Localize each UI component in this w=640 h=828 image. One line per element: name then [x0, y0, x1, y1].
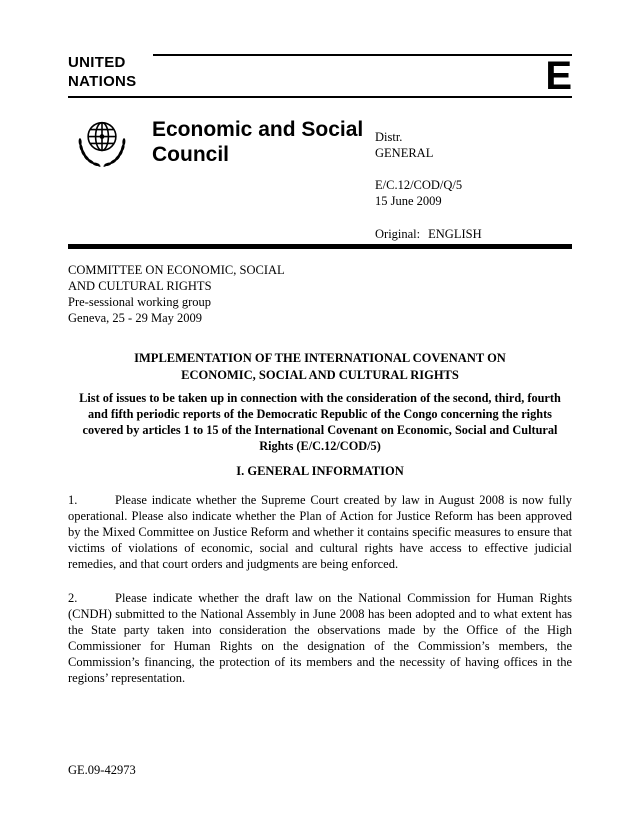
masthead-right: [153, 54, 573, 98]
committee-line: AND CULTURAL RIGHTS: [68, 279, 212, 293]
document-subtitle: List of issues to be taken up in connection with the consideration of the second, third, fourth and fifth periodic reports of the Democratic Republic of the Congo concerning the rights covered by articles 1 to 15 of the International Covenant on Economic, Social and Cultural Rights (E/C.12/COD/5): [79, 391, 561, 453]
original-block: [375, 227, 482, 243]
un-emblem-icon: [70, 112, 134, 176]
document-reference-number: GE.09-42973: [68, 763, 136, 777]
original-value: ENGLISH: [428, 226, 482, 241]
doc-date: 15 June 2009: [375, 193, 442, 208]
original-label: Original:: [375, 226, 421, 241]
doc-info: [375, 130, 482, 259]
org-name-line2: NATIONS: [68, 72, 137, 90]
document-title: [68, 350, 572, 384]
paragraph-text: Please indicate whether the Supreme Court created by law in August 2008 is now fully operational. Please also indicate whether the Plan of Action for Justice Reform has been approved by the Mixed Committee on Justice Reform and whether it contains specific measures to ensure that victims of violations of economic, social and cultural rights have access to effective judicial remedies, and that court orders and judgments are being enforced.: [68, 493, 572, 571]
doc-series-letter: E: [545, 54, 572, 98]
org-name-line1: UNITED: [68, 54, 126, 71]
document-title-text: IMPLEMENTATION OF THE INTERNATIONAL COVENANT ON ECONOMIC, SOCIAL AND CULTURAL RIGHTS: [134, 351, 506, 382]
paragraph-number: 1.: [68, 493, 78, 507]
symbol-block: [375, 178, 482, 209]
committee-block: [68, 262, 285, 326]
council-row: [68, 110, 572, 240]
committee-line: Geneva, 25 - 29 May 2009: [68, 311, 202, 325]
paragraph-2: [68, 590, 572, 686]
un-org-name: [68, 54, 137, 95]
masthead: [68, 54, 572, 98]
header-divider: [68, 244, 572, 249]
masthead-rule: [68, 96, 572, 98]
council-name: Economic and Social Council: [152, 118, 364, 166]
committee-line: COMMITTEE ON ECONOMIC, SOCIAL: [68, 263, 285, 277]
paragraph-1: [68, 492, 572, 572]
distr-value: GENERAL: [375, 145, 434, 160]
distr-label: Distr.: [375, 130, 403, 144]
section-heading: I. GENERAL INFORMATION: [236, 464, 404, 478]
committee-line: Pre-sessional working group: [68, 295, 212, 309]
body-paragraphs: [68, 492, 572, 704]
doc-symbol: E/C.12/COD/Q/5: [375, 178, 463, 193]
distr-block: [375, 130, 482, 161]
paragraph-text: Please indicate whether the draft law on the National Commission for Human Rights (CNDH) submitted to the National Assembly in June 2008 has been adopted and to what extent has the State party taken into consideration the observations made by the Office of the High Commissioner for Human Rights on the designation of the Commission’s members, the Commission’s financing, the protection of its members and the necessity of having offices in the regions’ representation.: [68, 591, 572, 685]
paragraph-number: 2.: [68, 591, 78, 605]
